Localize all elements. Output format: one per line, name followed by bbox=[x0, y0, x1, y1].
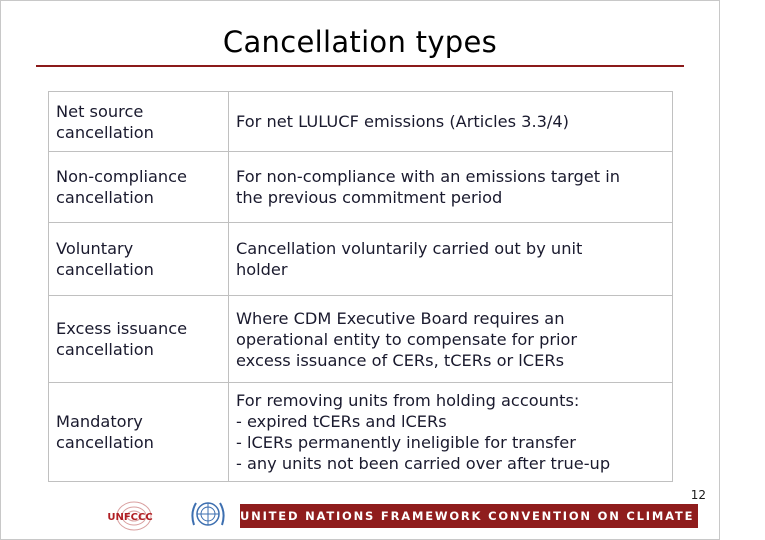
unfccc-logo bbox=[100, 498, 160, 534]
type-line: cancellation bbox=[56, 433, 154, 452]
type-line: Mandatory bbox=[56, 412, 143, 431]
description-line: Where CDM Executive Board requires an bbox=[236, 308, 565, 328]
type-line: Net source bbox=[56, 101, 144, 121]
description-line: - any units not been carried over after true-up bbox=[236, 454, 611, 473]
un-emblem-icon bbox=[186, 495, 230, 535]
slide-title: Cancellation types bbox=[222, 25, 498, 59]
type-line: cancellation bbox=[56, 188, 154, 207]
description-line: - expired tCERs and lCERs bbox=[236, 412, 447, 431]
cancellation-type-cell bbox=[49, 152, 229, 223]
description-line: For removing units from holding accounts: bbox=[236, 391, 580, 410]
type-line: Non-compliance bbox=[56, 167, 187, 186]
title-rule bbox=[36, 65, 684, 67]
description-line: holder bbox=[236, 260, 288, 279]
description-line: - lCERs permanently ineligible for transfer bbox=[236, 433, 576, 452]
cancellation-type-cell bbox=[49, 92, 229, 152]
unfccc-logo-text: UNFCCC bbox=[107, 512, 153, 523]
type-line: Excess issuance bbox=[56, 319, 188, 338]
cancellation-description-cell bbox=[229, 383, 673, 482]
description-line: excess issuance of CERs, tCERs or lCERs bbox=[236, 350, 565, 370]
description-line: operational entity to compensate for prior bbox=[236, 329, 578, 349]
unfccc-banner: UNITED NATIONS FRAMEWORK CONVENTION ON CLIMATE CHANGE bbox=[240, 504, 698, 528]
cancellation-description-cell bbox=[229, 152, 673, 223]
footer bbox=[0, 492, 765, 540]
cancellation-description-cell bbox=[229, 223, 673, 296]
page-number: 12 bbox=[690, 488, 706, 502]
type-line: Voluntary bbox=[56, 239, 134, 258]
description-line: For non-compliance with an emissions target in bbox=[236, 167, 620, 186]
cancellation-type-cell bbox=[49, 223, 229, 296]
description-line: the previous commitment period bbox=[236, 188, 503, 207]
cancellation-types-table bbox=[48, 91, 673, 482]
description-line: For net LULUCF emissions (Articles 3.3/4) bbox=[236, 112, 569, 131]
cancellation-type-cell bbox=[49, 383, 229, 482]
table-row bbox=[49, 152, 673, 223]
description-line: Cancellation voluntarily carried out by unit bbox=[236, 239, 583, 258]
table-row bbox=[49, 296, 673, 383]
cancellation-description-cell bbox=[229, 296, 673, 383]
type-line: cancellation bbox=[56, 122, 154, 142]
table-row bbox=[49, 92, 673, 152]
type-line: cancellation bbox=[56, 260, 154, 279]
cancellation-type-cell bbox=[49, 296, 229, 383]
type-line: cancellation bbox=[56, 340, 154, 359]
table-row bbox=[49, 223, 673, 296]
cancellation-description-cell bbox=[229, 92, 673, 152]
table-row bbox=[49, 383, 673, 482]
